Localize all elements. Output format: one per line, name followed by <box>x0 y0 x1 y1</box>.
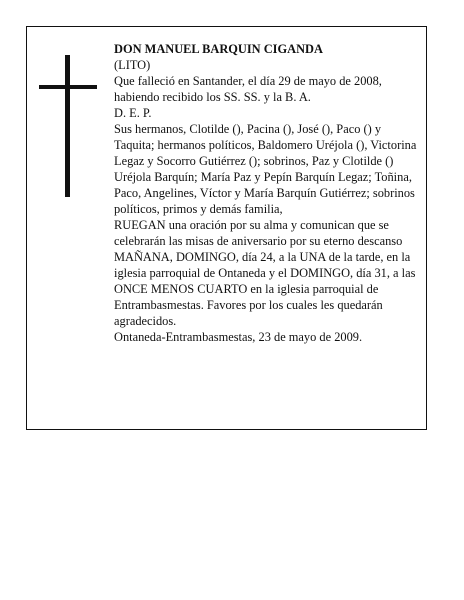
rip-line: D. E. P. <box>114 106 152 120</box>
deceased-name: DON MANUEL BARQUIN CIGANDA <box>114 42 323 56</box>
death-info: Que falleció en Santander, el día 29 de mayo de 2008, habiendo recibido los SS. SS. y la B. A. <box>114 74 382 104</box>
mass-request: RUEGAN una oración por su alma y comunican que se celebrarán las misas de aniversario por su eterno descanso MAÑANA, DOMINGO, día 24, a la UNA de la tarde, en la iglesia parroquial de Ontaneda y el DOMINGO, día 31, a las ONCE MENOS CUARTO en la iglesia parroquial de Entrambasmestas. Favores por los cuales les quedarán agradecidos. <box>114 218 416 328</box>
cross-vertical-bar <box>65 55 70 197</box>
cross-horizontal-bar <box>39 85 97 89</box>
notice-text <box>114 41 424 345</box>
place-date: Ontaneda-Entrambasmestas, 23 de mayo de 2009. <box>114 330 363 344</box>
obituary-notice <box>26 26 427 430</box>
family-list: Sus hermanos, Clotilde (), Pacina (), José (), Paco () y Taquita; hermanos políticos, Baldomero Uréjola (), Victorina Legaz y Socorro Gutiérrez (); sobrinos, Paz y Clotilde () Uréjola Barquín; María Paz y Pepín Barquín Legaz; Toñina, Paco, Angelines, Víctor y María Barquín Gutiérrez; sobrinos políticos, primos y demás familia, <box>114 122 417 216</box>
deceased-nickname: (LITO) <box>114 58 151 72</box>
cross-icon <box>39 55 97 197</box>
